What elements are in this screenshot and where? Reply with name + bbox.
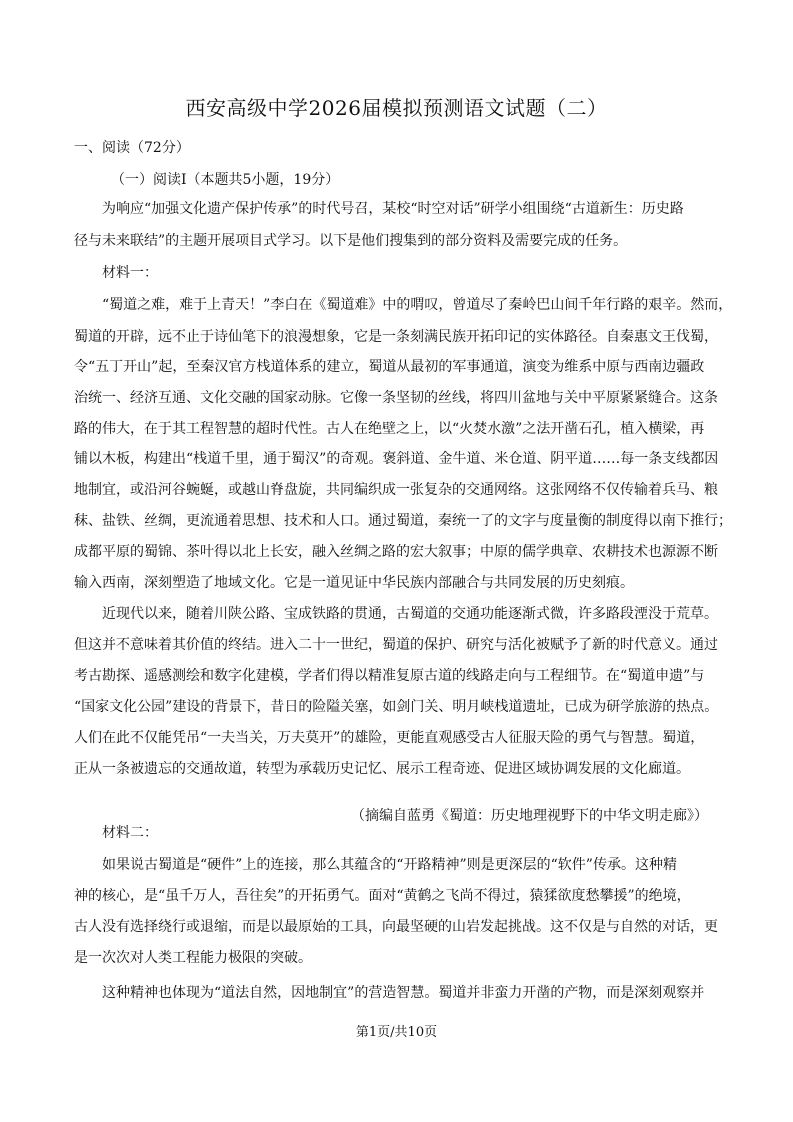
subsection-heading: （一）阅读Ⅰ（本题共5小题，19分） bbox=[111, 172, 340, 188]
paragraph-line: 神的核心，是“虽千万人，吾往矣”的开拓勇气。面对“黄鹤之飞尚不得过，猿猱欲度愁攀援”的绝境， bbox=[74, 888, 691, 904]
intro-line: 为响应“加强文化遗产保护传承”的时代号召，某校“时空对话”研学小组围绕“古道新生：历史路 bbox=[102, 201, 684, 217]
paragraph-line: 这种精神也体现为“道法自然，因地制宜”的营造智慧。蜀道并非蛮力开凿的产物，而是深刻观察并 bbox=[102, 985, 705, 1001]
paragraph-line: 但这并不意味着其价值的终结。进入二十一世纪，蜀道的保护、研究与活化被赋予了新的时代意义。通过 bbox=[74, 637, 718, 653]
source-citation: （摘编自蓝勇《蜀道：历史地理视野下的中华文明走廊》） bbox=[351, 808, 708, 824]
paragraph-line: “蜀道之难，难于上青天！”李白在《蜀道难》中的喟叹，曾道尽了秦岭巴山间千年行路的艰辛。然而， bbox=[102, 297, 733, 313]
paragraph-line: 成都平原的蜀锦、茶叶得以北上长安，融入丝绸之路的宏大叙事；中原的儒学典章、农耕技术也源源不断 bbox=[74, 544, 718, 560]
intro-line: 径与未来联结”的主题开展项目式学习。以下是他们搜集到的部分资料及需要完成的任务。 bbox=[74, 233, 628, 249]
material-2-label: 材料二： bbox=[102, 825, 158, 841]
paragraph-line: “国家文化公园”建设的背景下，昔日的险隘关塞，如剑门关、明月峡栈道遗址，已成为研学旅游的热点。 bbox=[74, 699, 719, 715]
paragraph-line: 地制宜，或沿河谷蜿蜒，或越山脊盘旋，共同编织成一张复杂的交通网络。这张网络不仅传输着兵马、粮 bbox=[74, 482, 718, 498]
paragraph-line: 令“五丁开山”起，至秦汉官方栈道体系的建立，蜀道从最初的军事通道，演变为维系中原与西南边疆政 bbox=[74, 359, 705, 375]
paragraph-line: 正从一条被遗忘的交通故道，转型为承载历史记忆、展示工程奇迹、促进区域协调发展的文化廊道。 bbox=[74, 761, 690, 777]
paragraph-line: 路的伟大，在于其工程智慧的超时代性。古人在绝壁之上，以“火焚水激”之法开凿石孔，植入横梁，再 bbox=[74, 421, 705, 437]
material-1-label: 材料一： bbox=[102, 265, 158, 281]
paragraph-line: 秣、盐铁、丝绸，更流通着思想、技术和人口。通过蜀道，秦统一了的文字与度量衡的制度得以南下推行； bbox=[74, 513, 732, 529]
paragraph-line: 考古勘探、遥感测绘和数字化建模，学者们得以精准复原古道的线路走向与工程细节。在“蜀道申遗”与 bbox=[74, 668, 705, 684]
paragraph-line: 如果说古蜀道是“硬件”上的连接，那么其蕴含的“开路精神”则是更深层的“软件”传承。这种精 bbox=[102, 857, 677, 873]
title-text: 西安高级中学2026届模拟预测语文试题（二） bbox=[185, 96, 608, 120]
page-number: 第1页/共10页 bbox=[355, 1025, 438, 1040]
paragraph-line: 近现代以来，随着川陕公路、宝成铁路的贯通，古蜀道的交通功能逐渐式微，许多路段湮没于荒草。 bbox=[102, 606, 718, 622]
paragraph-line: 输入西南，深刻塑造了地域文化。它是一道见证中华民族内部融合与共同发展的历史刻痕。 bbox=[74, 575, 634, 591]
paragraph-line: 治统一、经济互通、文化交融的国家动脉。它像一条坚韧的丝线，将四川盆地与关中平原紧紧缝合。这条 bbox=[74, 390, 718, 406]
paragraph-line: 人们在此不仅能凭吊“一夫当关，万夫莫开”的雄险，更能直观感受古人征服天险的勇气与智慧。蜀道， bbox=[74, 730, 705, 746]
paragraph-line: 铺以木板，构建出“栈道千里，通于蜀汉”的奇观。褒斜道、金牛道、米仓道、阴平道……每一条支线都因 bbox=[74, 451, 719, 467]
paragraph-line: 古人没有选择绕行或退缩，而是以最原始的工具，向最坚硬的山岩发起挑战。这不仅是与自然的对话，更 bbox=[74, 919, 718, 935]
paragraph-line: 是一次次对人类工程能力极限的突破。 bbox=[74, 950, 312, 966]
section-heading: 一、阅读（72分） bbox=[74, 140, 190, 156]
paragraph-line: 蜀道的开辟，远不止于诗仙笔下的浪漫想象，它是一条刻满民族开拓印记的实体路径。自秦惠文王伐蜀， bbox=[74, 329, 718, 345]
page-footer bbox=[0, 1024, 793, 1042]
page-title bbox=[0, 94, 793, 122]
